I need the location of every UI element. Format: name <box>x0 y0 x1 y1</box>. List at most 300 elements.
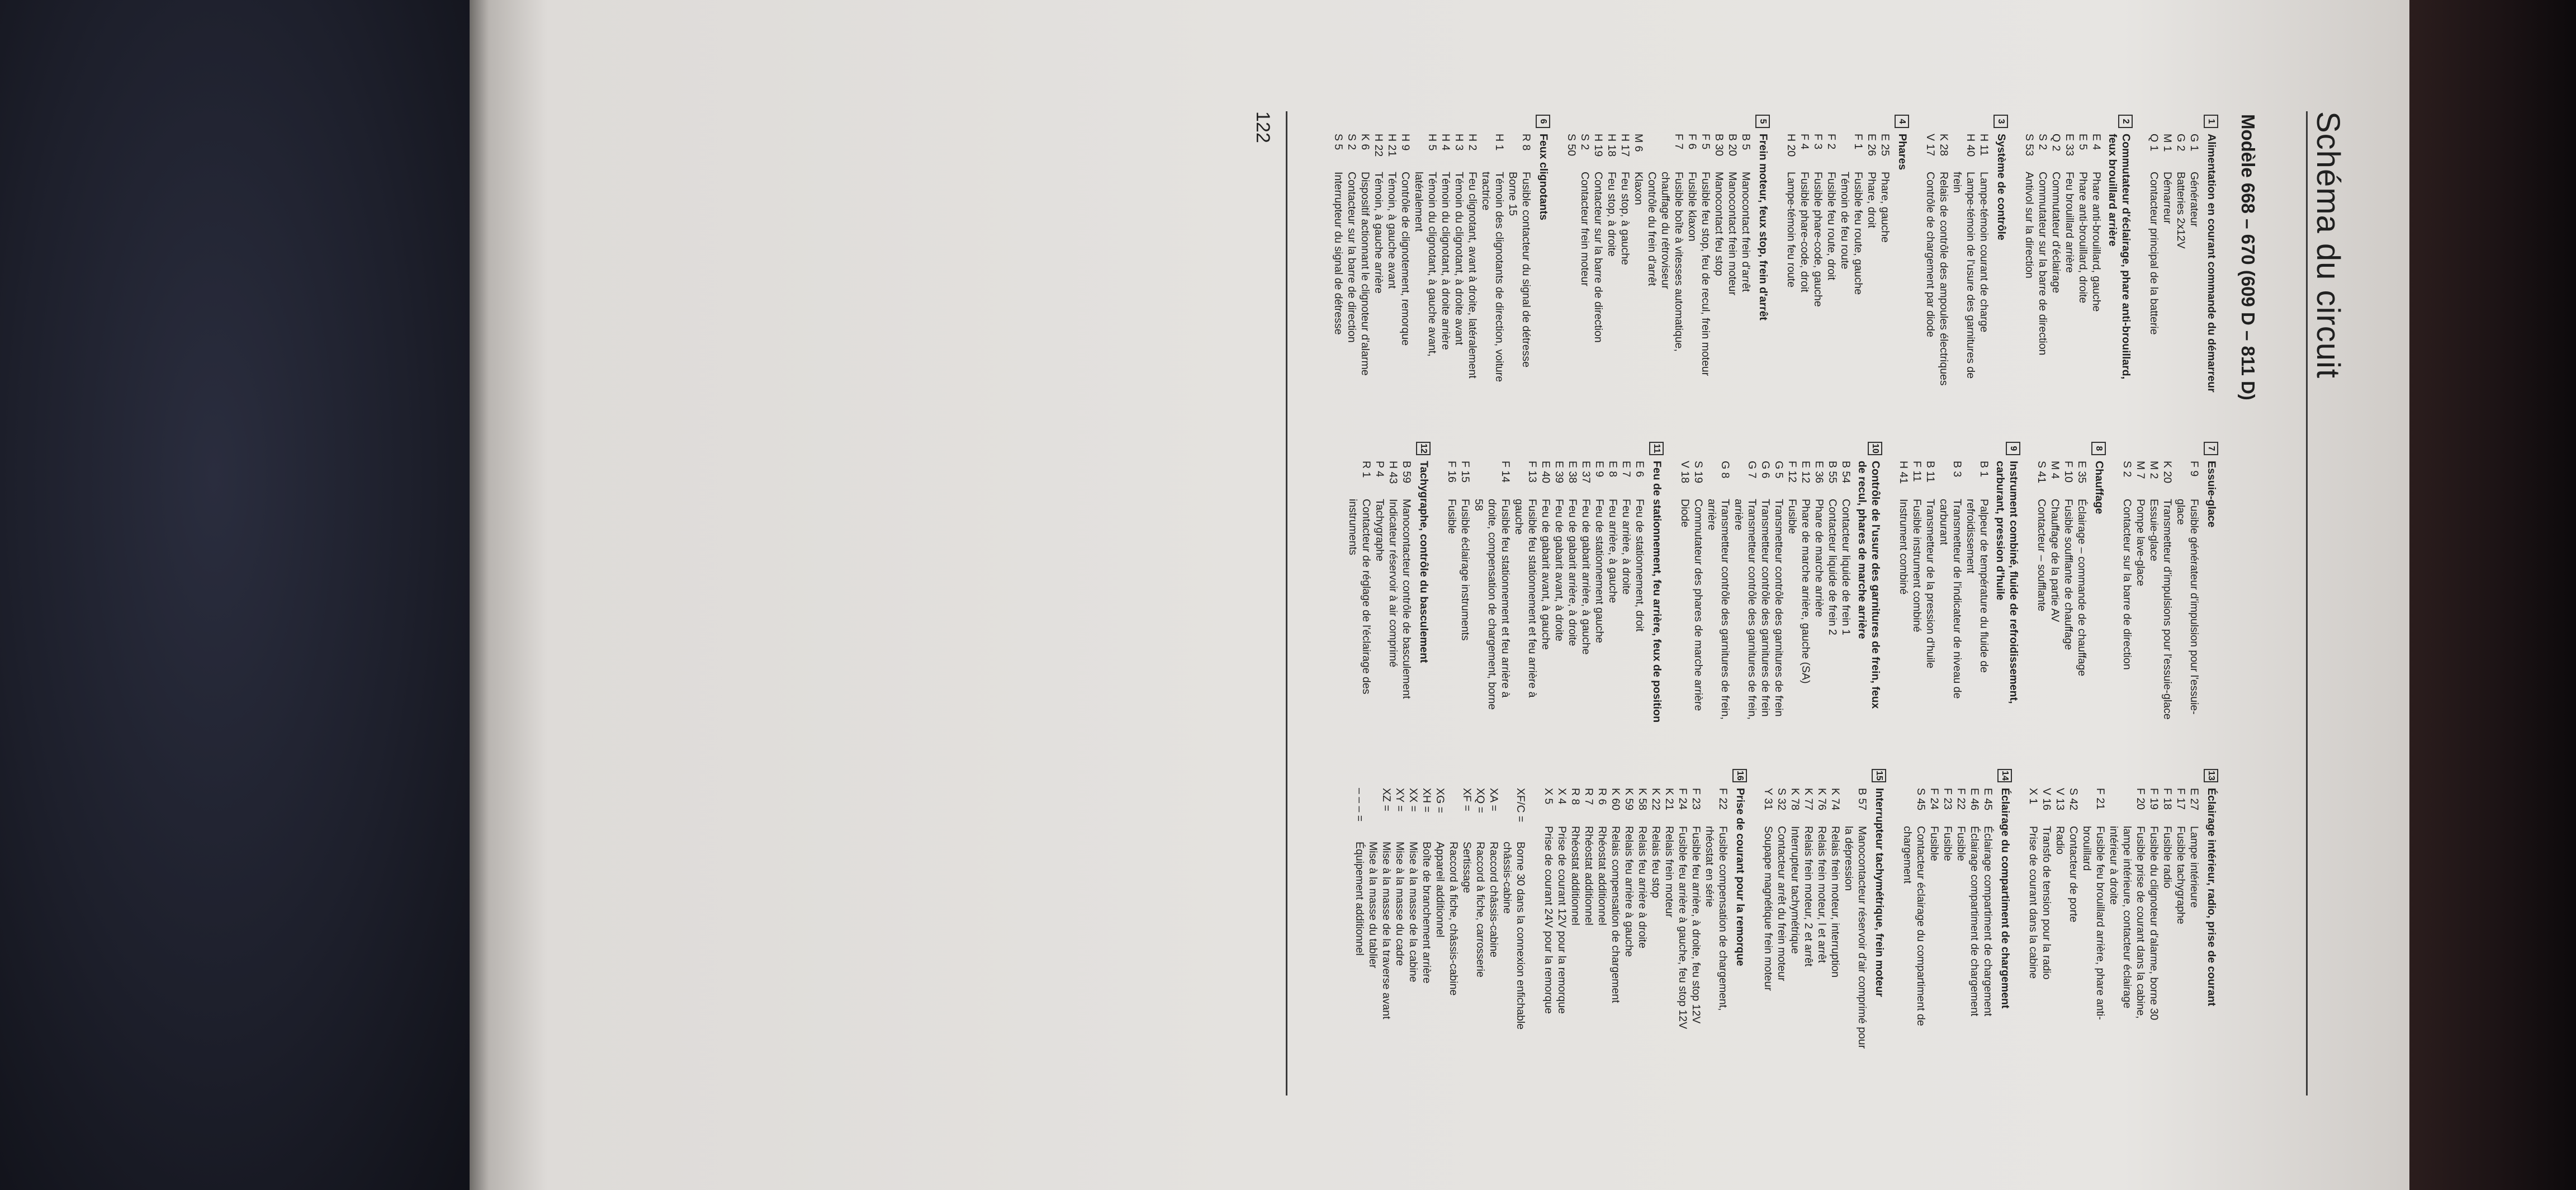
section-heading <box>1649 443 1664 724</box>
component-code: F 7 <box>1673 134 1685 150</box>
section-number-box: 3 <box>1993 115 2008 128</box>
section-title: Interrupteur tachymétrique, frein moteur <box>1873 788 1886 997</box>
legend-item <box>1569 788 1582 1051</box>
legend-item <box>2048 461 2062 724</box>
legend-item <box>1829 788 1842 1051</box>
component-description: Feu arrière, à droite <box>1620 499 1632 595</box>
component-description: Fusible feu route, droit <box>1825 172 1838 281</box>
legend-item <box>2040 788 2053 1051</box>
component-code: Y 31 <box>1762 788 1774 810</box>
legend-item <box>1399 134 1412 396</box>
component-code: F 11 <box>1911 461 1923 482</box>
legend-item <box>1332 134 1345 396</box>
component-code: S 2 <box>2121 461 2133 478</box>
legend-item <box>2174 134 2187 396</box>
component-code: H 41 <box>1897 461 1910 484</box>
legend-item <box>1578 134 1592 396</box>
section-heading <box>1997 771 2012 1051</box>
legend-item <box>2080 788 2107 1051</box>
component-description: Fusible <box>1446 499 1458 534</box>
legend-item <box>1663 788 1676 1051</box>
component-code: S 2 <box>2037 134 2049 150</box>
component-code: K 78 <box>1789 788 1801 811</box>
legend-item <box>1712 134 1726 396</box>
component-description: Phare, droit <box>1865 172 1878 228</box>
component-code: S 42 <box>2067 788 2080 811</box>
legend-item <box>2026 788 2040 1051</box>
legend-item <box>1605 134 1618 396</box>
legend-item <box>2120 461 2134 724</box>
component-description: Fusible phare-code, droit <box>1798 172 1811 292</box>
component-code: K 21 <box>1663 788 1675 811</box>
component-code: X 5 <box>1542 788 1555 805</box>
component-code: K 58 <box>1636 788 1649 811</box>
component-description: Fusible prise de courant dans la cabine, lampe intérieure, contacteur éclairage intérieur à droite <box>2108 826 2147 1019</box>
component-code: F 1 <box>1852 134 1864 150</box>
component-code: F 14 <box>1499 461 1512 483</box>
legend-item <box>1609 788 1622 1051</box>
section-number-box: 4 <box>1895 115 1909 128</box>
legend-item <box>1633 461 1646 724</box>
component-description: Chauffage de la partie AV <box>2049 499 2061 622</box>
section-number-box: 6 <box>1536 115 1550 128</box>
component-code: F 3 <box>1812 134 1824 150</box>
component-code: E 25 <box>1879 134 1891 157</box>
component-description: Rhéostat additionnel <box>1583 826 1595 925</box>
component-code: B 1 <box>1978 461 1990 478</box>
component-description: Fusible contacteur du signal de détresse <box>1520 172 1532 368</box>
legend-item <box>1649 788 1663 1051</box>
component-code: E 7 <box>1620 461 1632 478</box>
component-code: E 6 <box>1633 461 1646 478</box>
legend-item <box>1500 788 1527 1051</box>
legend-item <box>2036 134 2049 396</box>
component-description: Éclairage compartiment de chargement <box>1968 826 1981 1017</box>
component-description: Fusible radio <box>2161 826 2174 889</box>
component-code: V 13 <box>2054 788 2066 811</box>
component-description: Feu arrière, à gauche <box>1607 499 1619 603</box>
legend-item <box>1346 461 1373 724</box>
component-code: F 17 <box>2175 788 2187 810</box>
component-description: Contacteur liquide de frein 1 <box>1840 499 1852 635</box>
section-title: Frein moteur, feux stop, frein d'arrêt <box>1757 134 1769 321</box>
component-description: Fusible soufflante de chauffage <box>2062 499 2075 650</box>
section-number-box: 2 <box>2118 115 2133 128</box>
component-code: R 8 <box>1520 134 1532 151</box>
section-heading <box>1993 446 2020 724</box>
legend-item <box>1968 788 1981 1051</box>
legend-item <box>1726 134 1739 396</box>
component-code: H 9 <box>1399 134 1412 151</box>
legend-item <box>1380 788 1393 1051</box>
component-code: XQ = <box>1474 788 1486 813</box>
component-code: B 59 <box>1400 461 1413 484</box>
legend-item <box>1460 788 1474 1051</box>
component-description: Instrument combiné <box>1897 499 1910 595</box>
component-description: Feu de stationnement, droit <box>1633 499 1646 632</box>
model-heading: Modèle 668 – 670 (609 D – 811 D) <box>2238 114 2258 400</box>
component-description: Relais frein moteur, interruption <box>1829 826 1841 978</box>
component-description: Prise de courant dans la cabine <box>2027 826 2039 979</box>
legend-section <box>2035 446 2106 724</box>
component-code: K 6 <box>1359 134 1371 150</box>
legend-section <box>1901 771 2012 1051</box>
legend-item <box>1407 788 1420 1051</box>
component-description: Appareil additionnel <box>1434 842 1446 938</box>
legend-item <box>1739 134 1753 396</box>
section-number-box: 5 <box>1755 115 1770 128</box>
legend-item <box>1636 788 1649 1051</box>
component-description: Manocontact frein moteur <box>1726 172 1739 296</box>
legend-item <box>1699 134 1712 396</box>
component-code: F 2 <box>1825 134 1838 150</box>
component-code: H 5 <box>1426 134 1438 151</box>
component-description: Phare, gauche <box>1879 172 1891 243</box>
component-description: Contacteur sur la barre de direction <box>2121 499 2133 670</box>
component-description: Phare anti-brouillard, droite <box>2077 172 2089 304</box>
legend-item <box>1385 134 1399 396</box>
component-description: Relais frein moteur, 2 et arrêt <box>1802 826 1815 967</box>
component-code: K 60 <box>1609 788 1622 811</box>
component-code: S 5 <box>1332 134 1344 150</box>
component-description: Manocontact frein d'arrêt <box>1740 172 1752 292</box>
legend-item <box>1452 134 1466 396</box>
component-code: B 5 <box>1740 134 1752 150</box>
component-code: E 5 <box>2077 134 2089 150</box>
component-code: F 5 <box>1699 134 1712 150</box>
component-description: Feu de gabarit avant, à droite <box>1553 499 1565 641</box>
component-code: H 19 <box>1592 134 1604 157</box>
component-description: Phare anti-brouillard, gauche <box>2090 172 2103 312</box>
component-code: E 12 <box>1800 461 1812 484</box>
section-heading <box>1536 119 1550 396</box>
legend-item <box>1676 788 1689 1051</box>
component-description: Lampe-témoin feu route <box>1785 172 1797 288</box>
legend-item <box>1595 788 1609 1051</box>
legend-item <box>2147 461 2161 724</box>
component-code: F 24 <box>1928 788 1940 810</box>
component-code: S 2 <box>1346 134 1358 150</box>
component-description: Transmetteur d'impulsions pour l'essuie-glace <box>2161 499 2174 720</box>
component-code: S 32 <box>1775 788 1788 811</box>
legend-item <box>2049 134 2063 396</box>
legend-item <box>1928 788 1941 1051</box>
component-code: S 50 <box>1565 134 1578 157</box>
footer-rule <box>1286 111 1287 1095</box>
component-description: Palpeur de température du fluide de refroidissement <box>1964 499 1990 673</box>
legend-item <box>1761 788 1775 1051</box>
legend-item <box>1937 461 1964 724</box>
section-title: Commutateur d'éclairage, phare anti-brouillard, feux brouillard arrière <box>2106 134 2132 380</box>
component-description: Indicateur réservoir à air comprimé <box>1387 499 1399 668</box>
component-code: B 57 <box>1856 788 1868 811</box>
component-description: Borne 30 dans la connexion enfichable châssis-cabine <box>1501 842 1527 1030</box>
component-code: E 8 <box>1607 461 1619 478</box>
legend-item <box>1825 134 1838 396</box>
component-description: Contacteur sur la barre de direction <box>1346 172 1358 343</box>
component-description: Fusible feu route, gauche <box>1852 172 1864 295</box>
section-title: Prise de courant pour la remorque <box>1734 788 1746 966</box>
legend-section <box>1346 443 1431 724</box>
component-code: B 20 <box>1726 134 1739 157</box>
legend-item <box>1366 788 1380 1051</box>
legend-item <box>1620 461 1633 724</box>
legend-item <box>1802 788 1815 1051</box>
section-title: Éclairage intérieur, radio, prise de courant <box>2205 788 2218 1007</box>
component-code: R 7 <box>1583 788 1595 805</box>
legend-item <box>1901 788 1928 1051</box>
component-description: Contacteur liquide de frein 2 <box>1826 499 1839 635</box>
component-description: Relais feu stop <box>1650 826 1662 898</box>
component-code: F 22 <box>1955 788 1967 810</box>
legend-section <box>1678 443 1882 724</box>
section-heading <box>2204 446 2218 724</box>
component-description <box>1565 172 1578 396</box>
legend-item <box>1447 788 1460 1051</box>
legend-item <box>2147 134 2161 396</box>
legend-item <box>1622 788 1636 1051</box>
component-description: Klaxon <box>1632 172 1645 205</box>
legend-item <box>1479 134 1506 396</box>
legend-item <box>1826 461 1839 724</box>
legend-item <box>1811 134 1825 396</box>
legend-item <box>1445 461 1459 724</box>
component-code: E 27 <box>2188 788 2200 811</box>
section-title: Instrument combiné, fluide de refroidissement, carburant, pression d'huile <box>1994 461 2020 704</box>
component-description: Témoin du clignotant, à droite arrière <box>1439 172 1452 350</box>
component-code: B 54 <box>1840 461 1852 484</box>
legend-item <box>2063 134 2076 396</box>
legend-item <box>2174 788 2187 1051</box>
legend-item <box>2161 788 2174 1051</box>
component-description: Fusible éclairage instruments <box>1459 499 1471 641</box>
legend-item <box>1839 461 1853 724</box>
component-description: Lampe-témoin courant de charge <box>1978 172 1990 333</box>
legend-item <box>1703 788 1730 1051</box>
component-description: Mise à la masse de la cabine <box>1407 842 1419 983</box>
component-description: Borne 15 <box>1507 172 1519 216</box>
title-rule <box>2306 111 2308 1095</box>
component-description: Fusible phare-code, gauche <box>1812 172 1824 307</box>
component-description: Fusible tachygraphe <box>2175 826 2187 924</box>
section-heading <box>1732 771 1747 1051</box>
component-description: Feu stop, à gauche <box>1619 172 1631 265</box>
component-code: H 43 <box>1387 461 1399 484</box>
component-description: Commutateur des phares de marche arrière <box>1692 499 1704 711</box>
component-description: Générateur <box>2188 172 2200 227</box>
legend-section <box>1897 446 2020 724</box>
component-code: M 6 <box>1632 134 1645 152</box>
dark-background-right <box>2409 0 2576 1190</box>
component-code <box>1838 134 1852 172</box>
component-code: Q 2 <box>2050 134 2062 152</box>
component-code: H 22 <box>1372 134 1385 157</box>
legend-item <box>1386 461 1400 724</box>
component-code: B 30 <box>1713 134 1725 157</box>
component-description: Contacteur arrêt du frein moteur <box>1775 826 1788 981</box>
component-code: R 1 <box>1360 461 1372 478</box>
legend-item <box>1506 134 1519 396</box>
section-heading <box>1416 443 1431 724</box>
component-code <box>1506 134 1519 172</box>
component-code: F 19 <box>2148 788 2160 810</box>
legend-column-2 <box>1332 443 2218 724</box>
legend-item <box>1692 461 1705 724</box>
legend-item <box>2107 788 2147 1051</box>
section-title: Système de contrôle <box>1995 134 2007 240</box>
component-code: F 24 <box>1677 788 1689 810</box>
legend-item <box>1689 788 1703 1051</box>
component-description: Fusible boîte à vitesses automatique, chauffage du rétroviseur <box>1659 172 1685 352</box>
component-description: Fusible <box>1942 826 1954 861</box>
component-description: Feu stop, à droite <box>1606 172 1618 257</box>
legend-item <box>1964 461 1991 724</box>
component-code: G 5 <box>1773 461 1785 479</box>
component-code: F 15 <box>1459 461 1471 483</box>
component-code: XH = <box>1420 788 1433 813</box>
legend-item <box>1865 134 1878 396</box>
component-code: XY = <box>1394 788 1406 812</box>
legend-item <box>1466 134 1479 396</box>
component-code: E 33 <box>2063 134 2076 157</box>
component-description: Fusible feu brouillard arrière, phare anti-brouillard <box>2081 826 2106 1020</box>
component-description: Transmetteur de l'indicateur de niveau de carburant <box>1938 499 1963 699</box>
component-description: Transmetteur contrôle des garnitures de frein <box>1773 499 1785 717</box>
legend-item <box>1555 788 1569 1051</box>
section-heading <box>1895 119 1909 396</box>
legend-item <box>1539 461 1552 724</box>
legend-item <box>1788 788 1802 1051</box>
component-code: F 20 <box>2134 788 2147 810</box>
legend-item <box>2174 461 2201 724</box>
component-code: M 7 <box>2134 461 2147 479</box>
legend-item <box>1565 134 1578 396</box>
component-description: Fusible klaxon <box>1686 172 1698 242</box>
section-number-box: 10 <box>1868 442 1882 455</box>
component-description: Témoin de feu route <box>1839 172 1851 270</box>
section-heading <box>1993 119 2008 396</box>
component-description: Sertissage <box>1461 842 1473 894</box>
legend-item <box>1798 134 1811 396</box>
component-code: X 1 <box>2027 788 2039 805</box>
component-code: K 74 <box>1829 788 1841 811</box>
component-description: Transmetteur contrôle des garnitures de frein <box>1759 499 1772 717</box>
section-number-box: 12 <box>1416 442 1431 455</box>
legend-item <box>1705 461 1732 724</box>
legend-item <box>2147 788 2161 1051</box>
section-heading <box>2091 446 2106 724</box>
legend-item <box>1852 134 1865 396</box>
component-code: V 17 <box>1924 134 1936 157</box>
component-description: Dispositif actionnant le clignoteur d'alarme <box>1359 172 1371 376</box>
legend-item <box>1910 461 1924 724</box>
section-title: Éclairage du compartiment de chargement <box>1999 788 2011 1009</box>
component-code: G 2 <box>2175 134 2187 152</box>
legend-item <box>1772 461 1786 724</box>
component-description: Témoin, à gauche avant <box>1386 172 1398 289</box>
legend-section <box>2026 771 2218 1051</box>
component-code: S 53 <box>2023 134 2035 157</box>
component-description: Batteries 2x12V <box>2175 172 2187 249</box>
component-description: Témoin du clignotant, à gauche avant, latéralement <box>1413 172 1438 357</box>
component-code: S 2 <box>1579 134 1591 150</box>
component-code: S 19 <box>1692 461 1704 484</box>
component-code: XA = <box>1488 788 1500 811</box>
legend-item <box>1924 461 1937 724</box>
component-code: R 8 <box>1569 788 1581 805</box>
legend-item <box>1353 788 1366 1051</box>
component-description: Contacteur de réglage de l'éclairage des instruments <box>1347 499 1372 695</box>
component-description: Relais feu arrière à droite <box>1636 826 1649 948</box>
legend-section <box>2120 446 2218 724</box>
component-description: Mise à la masse de la traverse avant <box>1380 842 1393 1019</box>
component-description: Fusible feu stationnement et feu arrière à droite, compensation de chargement, borne 58 <box>1472 499 1512 710</box>
component-description: Fusible feu arrière, à droite, feu stop 12V <box>1690 826 1702 1024</box>
section-number-box: 13 <box>2204 769 2218 782</box>
legend-item <box>2161 134 2174 396</box>
component-description: Fusible générateur d'impulsion pour l'essuie-glace <box>2175 499 2200 715</box>
section-title: Tachygraphe, contrôle du basculement <box>1418 461 1430 663</box>
page-title: Schéma du circuit <box>2310 111 2346 379</box>
legend-section <box>2023 119 2133 396</box>
section-number-box: 9 <box>2006 442 2020 455</box>
component-description: Transmetteur de la pression d'huile <box>1924 499 1936 669</box>
component-description: Commutateur sur la barre de direction <box>2037 172 2049 356</box>
legend-item <box>1420 788 1433 1051</box>
component-description: Boîte de branchement arrière <box>1420 842 1433 984</box>
component-code: R 6 <box>1596 788 1608 805</box>
legend-item <box>1838 134 1852 396</box>
legend-item <box>1372 134 1385 396</box>
component-code: G 7 <box>1746 461 1758 479</box>
component-description: Mise à la masse du tablier <box>1367 842 1379 969</box>
legend-item <box>1512 461 1539 724</box>
legend-item <box>1474 788 1487 1051</box>
component-description: Fusible <box>1955 826 1967 861</box>
component-description: Contacteur sur la barre de direction <box>1592 172 1604 343</box>
legend-item <box>2076 134 2090 396</box>
page-number: 122 <box>1252 111 1273 143</box>
legend-item <box>1799 461 1812 724</box>
legend-item <box>2161 461 2174 724</box>
legend-item <box>1732 461 1759 724</box>
component-description: Fusible compensation de chargement, rhéostat en série <box>1703 826 1729 1011</box>
legend-item <box>2187 788 2201 1051</box>
legend-column-1 <box>1317 119 2218 396</box>
section-heading <box>1855 443 1882 724</box>
component-code: P 4 <box>1374 461 1386 477</box>
legend-item <box>1678 461 1692 724</box>
legend-item <box>1582 788 1595 1051</box>
component-description: Prise de courant 12V pour la remorque <box>1556 826 1568 1014</box>
component-description: Contacteur principal de la batterie <box>2148 172 2160 335</box>
component-description: Contacteur frein moteur <box>1579 172 1591 286</box>
section-number-box: 14 <box>1997 769 2012 782</box>
component-description: Feu de gabarit arrière, à gauche <box>1580 499 1592 655</box>
legend-item <box>1954 788 1968 1051</box>
legend-item <box>2134 461 2147 724</box>
component-code: XX = <box>1407 788 1419 812</box>
component-description: Feu clignotant, avant à droite, latéralement <box>1466 172 1479 379</box>
component-description: Démarreur <box>2161 172 2174 224</box>
component-description: Équipement additionnel <box>1353 842 1366 956</box>
component-description: Rhéostat additionnel <box>1596 826 1608 925</box>
legend-item <box>1924 134 1937 396</box>
legend-item <box>1842 788 1869 1051</box>
component-code: H 17 <box>1619 134 1631 157</box>
component-description: Lampe-témoin de l'usure des garnitures de frein <box>1951 172 1977 379</box>
section-title: Feux clignotants <box>1537 134 1550 220</box>
